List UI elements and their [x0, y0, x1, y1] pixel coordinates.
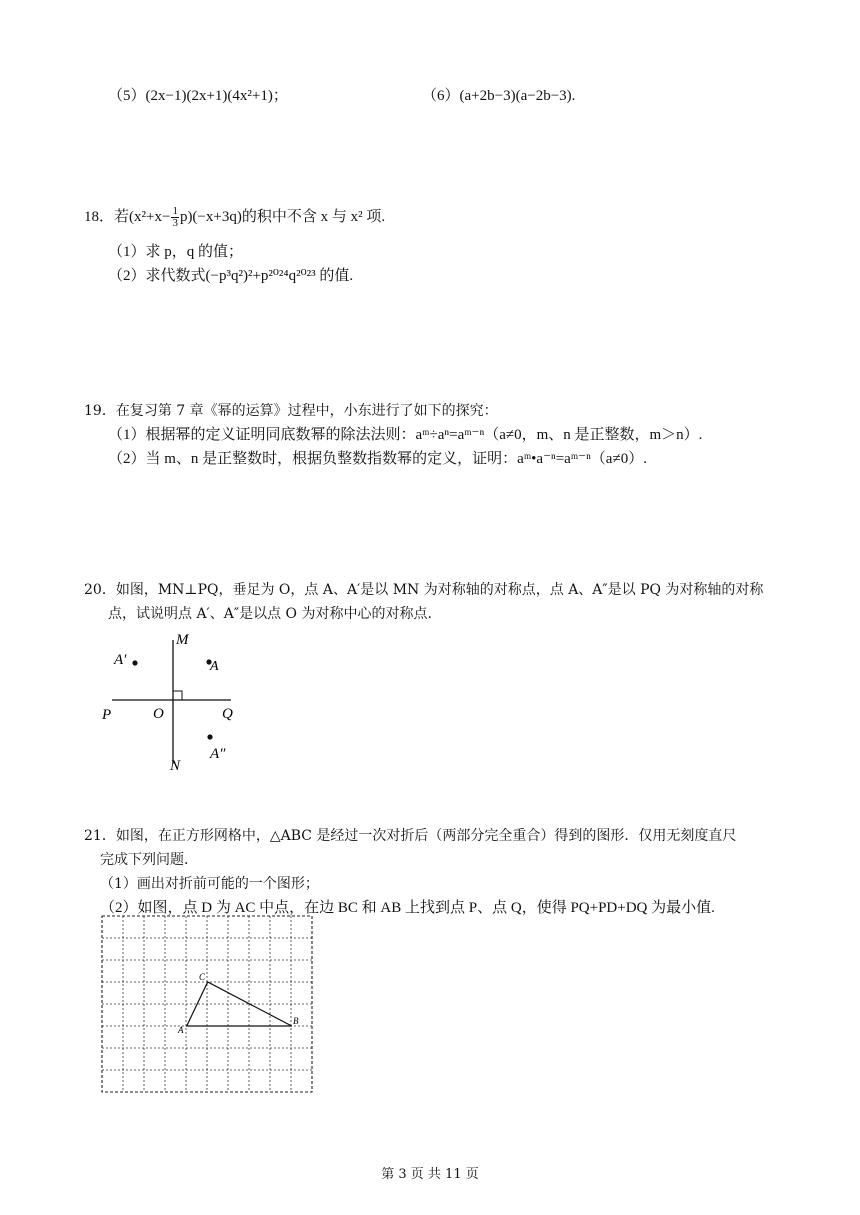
right-angle-mark — [173, 691, 182, 700]
q20-stem-line-2: 点，试说明点 A′、A″是以点 O 为对称中心的对称点. — [108, 606, 432, 622]
q20-number: 20． — [84, 582, 116, 598]
q20-stem-text-1: 如图，MN⊥PQ，垂足为 O，点 A、A′是以 MN 为对称轴的对称点，点 A、A″是以 PQ 为对称轴的对称 — [115, 582, 764, 598]
label-c: C — [199, 972, 206, 982]
q21-stem-line-1 — [84, 826, 736, 846]
label-n: N — [170, 758, 181, 774]
q19-part-1: （1）根据幂的定义证明同底数幂的除法法则：aᵐ÷aⁿ=aᵐ⁻ⁿ（a≠0，m、n 是正整数，m＞n）. — [108, 427, 703, 443]
point-a-double-prime — [207, 734, 212, 739]
label-a-prime: A′ — [114, 652, 127, 668]
q21-number: 21． — [84, 828, 116, 844]
label-b: B — [293, 1016, 299, 1026]
q17-item-6-expr: (a+2b−3)(a−2b−3). — [459, 88, 576, 104]
q20-symmetry-figure — [100, 628, 260, 778]
point-a-prime — [132, 660, 137, 665]
q17-item-5 — [108, 86, 288, 106]
page-footer: 第 3 页 共 11 页 — [381, 1167, 479, 1182]
label-m: M — [176, 632, 189, 648]
q18-part-2: （2）求代数式(−p³q²)²+p²⁰²⁴q²⁰²³ 的值. — [108, 268, 354, 284]
label-p: P — [102, 707, 112, 723]
q18-stem — [84, 206, 385, 229]
q19-number: 19． — [84, 403, 116, 419]
q21-part-1: （1）画出对折前可能的一个图形； — [100, 876, 319, 892]
q20-stem-line-1 — [84, 580, 763, 600]
label-o: O — [153, 706, 164, 722]
label-a: A — [178, 1025, 184, 1035]
q17-item-6 — [422, 86, 575, 106]
q21-stem-line-2: 完成下列问题. — [100, 852, 189, 868]
q21-part-2: （2）如图，点 D 为 AC 中点，在边 BC 和 AB 上找到点 P、点 Q，使得 PQ+PD+DQ 为最小值. — [100, 900, 715, 916]
q18-part-1: （1）求 p，q 的值； — [108, 244, 244, 260]
q18-stem-prefix: 若(x²+x− — [114, 208, 171, 225]
fraction-numerator: 1 — [172, 205, 178, 217]
label-a: A — [210, 659, 219, 674]
q18-number: 18． — [84, 208, 115, 225]
q19-stem — [84, 401, 498, 421]
q21-square-grid — [98, 912, 320, 1098]
one-third-fraction — [171, 206, 179, 229]
q18-stem-suffix: p)(−x+3q)的积中不含 x 与 x² 项. — [179, 208, 386, 225]
label-a-double-prime: A″ — [210, 746, 226, 762]
q17-item-5-label: （5） — [108, 88, 146, 104]
q19-part-2: （2）当 m、n 是正整数时，根据负整数指数幂的定义，证明：aᵐ•a⁻ⁿ=aᵐ⁻ⁿ（a≠0）. — [108, 451, 647, 467]
q17-item-6-label: （6） — [422, 88, 460, 104]
q19-stem-text: 在复习第 7 章《幂的运算》过程中，小东进行了如下的探究： — [115, 403, 498, 419]
grid-lines — [102, 916, 312, 1092]
label-q: Q — [222, 706, 233, 722]
q17-item-5-expr: (2x−1)(2x+1)(4x²+1)； — [145, 88, 288, 104]
fraction-denominator: 3 — [172, 217, 178, 229]
q21-stem-text-1: 如图，在正方形网格中，△ABC 是经过一次对折后（两部分完全重合）得到的图形．仅用无刻度直尺 — [115, 828, 737, 844]
